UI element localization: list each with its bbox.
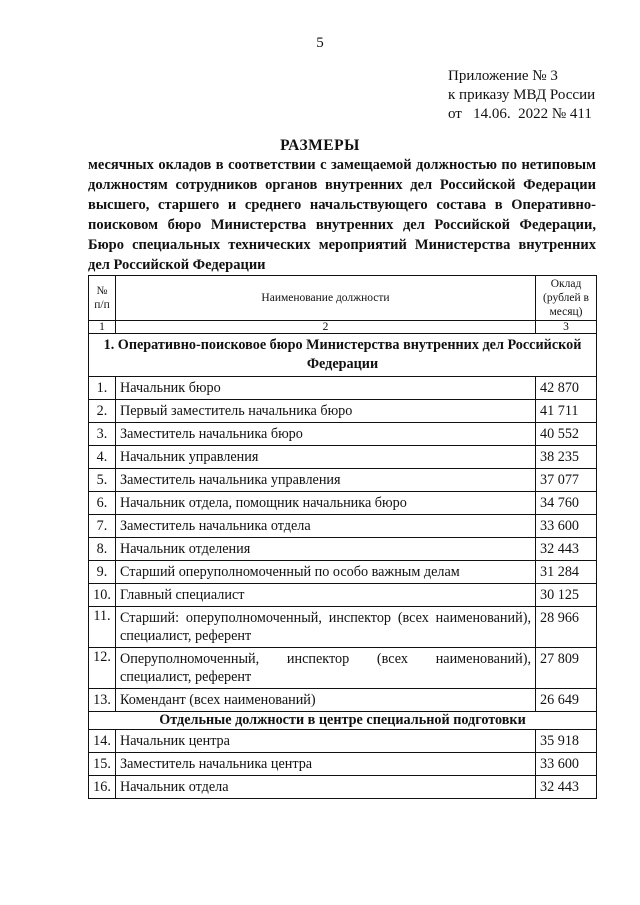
row-number: 3. bbox=[89, 423, 116, 446]
row-number: 15. bbox=[89, 753, 116, 776]
row-salary: 28 966 bbox=[536, 607, 597, 648]
row-salary: 35 918 bbox=[536, 730, 597, 753]
row-salary: 37 077 bbox=[536, 469, 597, 492]
table-row bbox=[89, 584, 597, 607]
column-index-row bbox=[89, 321, 597, 334]
row-position-name: Комендант (всех наименований) bbox=[116, 689, 536, 712]
table-row bbox=[89, 776, 597, 799]
row-position-name: Заместитель начальника отдела bbox=[116, 515, 536, 538]
row-number: 7. bbox=[89, 515, 116, 538]
table-row bbox=[89, 446, 597, 469]
page-number: 5 bbox=[316, 35, 324, 51]
row-position-name: Старший: оперуполномоченный, инспектор (всех наименований), специалист, референт bbox=[116, 607, 536, 648]
table-row bbox=[89, 730, 597, 753]
row-number: 9. bbox=[89, 561, 116, 584]
row-number: 8. bbox=[89, 538, 116, 561]
row-position-name: Заместитель начальника управления bbox=[116, 469, 536, 492]
row-position-name: Начальник бюро bbox=[116, 377, 536, 400]
column-index: 2 bbox=[116, 321, 536, 334]
row-position-name: Заместитель начальника центра bbox=[116, 753, 536, 776]
row-position-name: Начальник отделения bbox=[116, 538, 536, 561]
row-salary: 32 443 bbox=[536, 538, 597, 561]
table-row bbox=[89, 607, 597, 648]
header-salary: Оклад (рублей в месяц) bbox=[536, 276, 597, 321]
document-subtitle: месячных окладов в соответствии с замещаемой должностью по нетиповым должностям сотрудников органов внутренних дел Российской Федерации высшего, старшего и среднего начальствующего состава в Оперативно-поисковом бюро Министерства внутренних дел Российской Федерации, Бюро специальных технических мероприятий Министерства внутренних дел Российской Федерации bbox=[88, 157, 596, 273]
subsection-heading: Отдельные должности в центре специальной подготовки bbox=[89, 712, 597, 730]
table-row bbox=[89, 648, 597, 689]
row-position-name: Заместитель начальника бюро bbox=[116, 423, 536, 446]
row-position-name: Главный специалист bbox=[116, 584, 536, 607]
section-heading: 1. Оперативно-поисковое бюро Министерства внутренних дел Российской Федерации bbox=[89, 334, 597, 377]
appendix-line-3: от 14.06. 2022 № 411 bbox=[448, 106, 592, 122]
row-number: 4. bbox=[89, 446, 116, 469]
row-salary: 42 870 bbox=[536, 377, 597, 400]
appendix-reference bbox=[448, 67, 595, 124]
appendix-line-1: Приложение № 3 bbox=[448, 68, 558, 84]
row-position-name: Начальник центра bbox=[116, 730, 536, 753]
row-position-name: Первый заместитель начальника бюро bbox=[116, 400, 536, 423]
column-index: 1 bbox=[89, 321, 116, 334]
row-salary: 32 443 bbox=[536, 776, 597, 799]
table-row bbox=[89, 538, 597, 561]
row-salary: 31 284 bbox=[536, 561, 597, 584]
row-salary: 27 809 bbox=[536, 648, 597, 689]
row-salary: 33 600 bbox=[536, 515, 597, 538]
table-row bbox=[89, 689, 597, 712]
table-row bbox=[89, 561, 597, 584]
table-row bbox=[89, 469, 597, 492]
table-row bbox=[89, 753, 597, 776]
appendix-line-2: к приказу МВД России bbox=[448, 87, 596, 103]
row-number: 11. bbox=[89, 607, 116, 648]
subsection-heading-row bbox=[89, 712, 597, 730]
salary-table bbox=[88, 275, 597, 799]
table-row bbox=[89, 377, 597, 400]
table-row bbox=[89, 423, 597, 446]
table-row bbox=[89, 400, 597, 423]
row-number: 6. bbox=[89, 492, 116, 515]
row-number: 10. bbox=[89, 584, 116, 607]
row-salary: 38 235 bbox=[536, 446, 597, 469]
row-position-name: Начальник отдела, помощник начальника бюро bbox=[116, 492, 536, 515]
row-number: 2. bbox=[89, 400, 116, 423]
row-number: 12. bbox=[89, 648, 116, 689]
row-salary: 30 125 bbox=[536, 584, 597, 607]
row-salary: 40 552 bbox=[536, 423, 597, 446]
row-number: 16. bbox=[89, 776, 116, 799]
row-position-name: Оперуполномоченный, инспектор (всех наименований), специалист, референт bbox=[116, 648, 536, 689]
row-number: 14. bbox=[89, 730, 116, 753]
header-number: № п/п bbox=[89, 276, 116, 321]
section-heading-row bbox=[89, 334, 597, 377]
row-salary: 41 711 bbox=[536, 400, 597, 423]
row-position-name: Старший оперуполномоченный по особо важным делам bbox=[116, 561, 536, 584]
header-position-name: Наименование должности bbox=[116, 276, 536, 321]
row-salary: 26 649 bbox=[536, 689, 597, 712]
table-row bbox=[89, 492, 597, 515]
row-salary: 33 600 bbox=[536, 753, 597, 776]
column-index: 3 bbox=[536, 321, 597, 334]
table-row bbox=[89, 515, 597, 538]
table-header-row bbox=[89, 276, 597, 321]
row-salary: 34 760 bbox=[536, 492, 597, 515]
document-title: РАЗМЕРЫ bbox=[280, 137, 360, 154]
row-position-name: Начальник отдела bbox=[116, 776, 536, 799]
row-number: 13. bbox=[89, 689, 116, 712]
row-number: 5. bbox=[89, 469, 116, 492]
row-position-name: Начальник управления bbox=[116, 446, 536, 469]
row-number: 1. bbox=[89, 377, 116, 400]
